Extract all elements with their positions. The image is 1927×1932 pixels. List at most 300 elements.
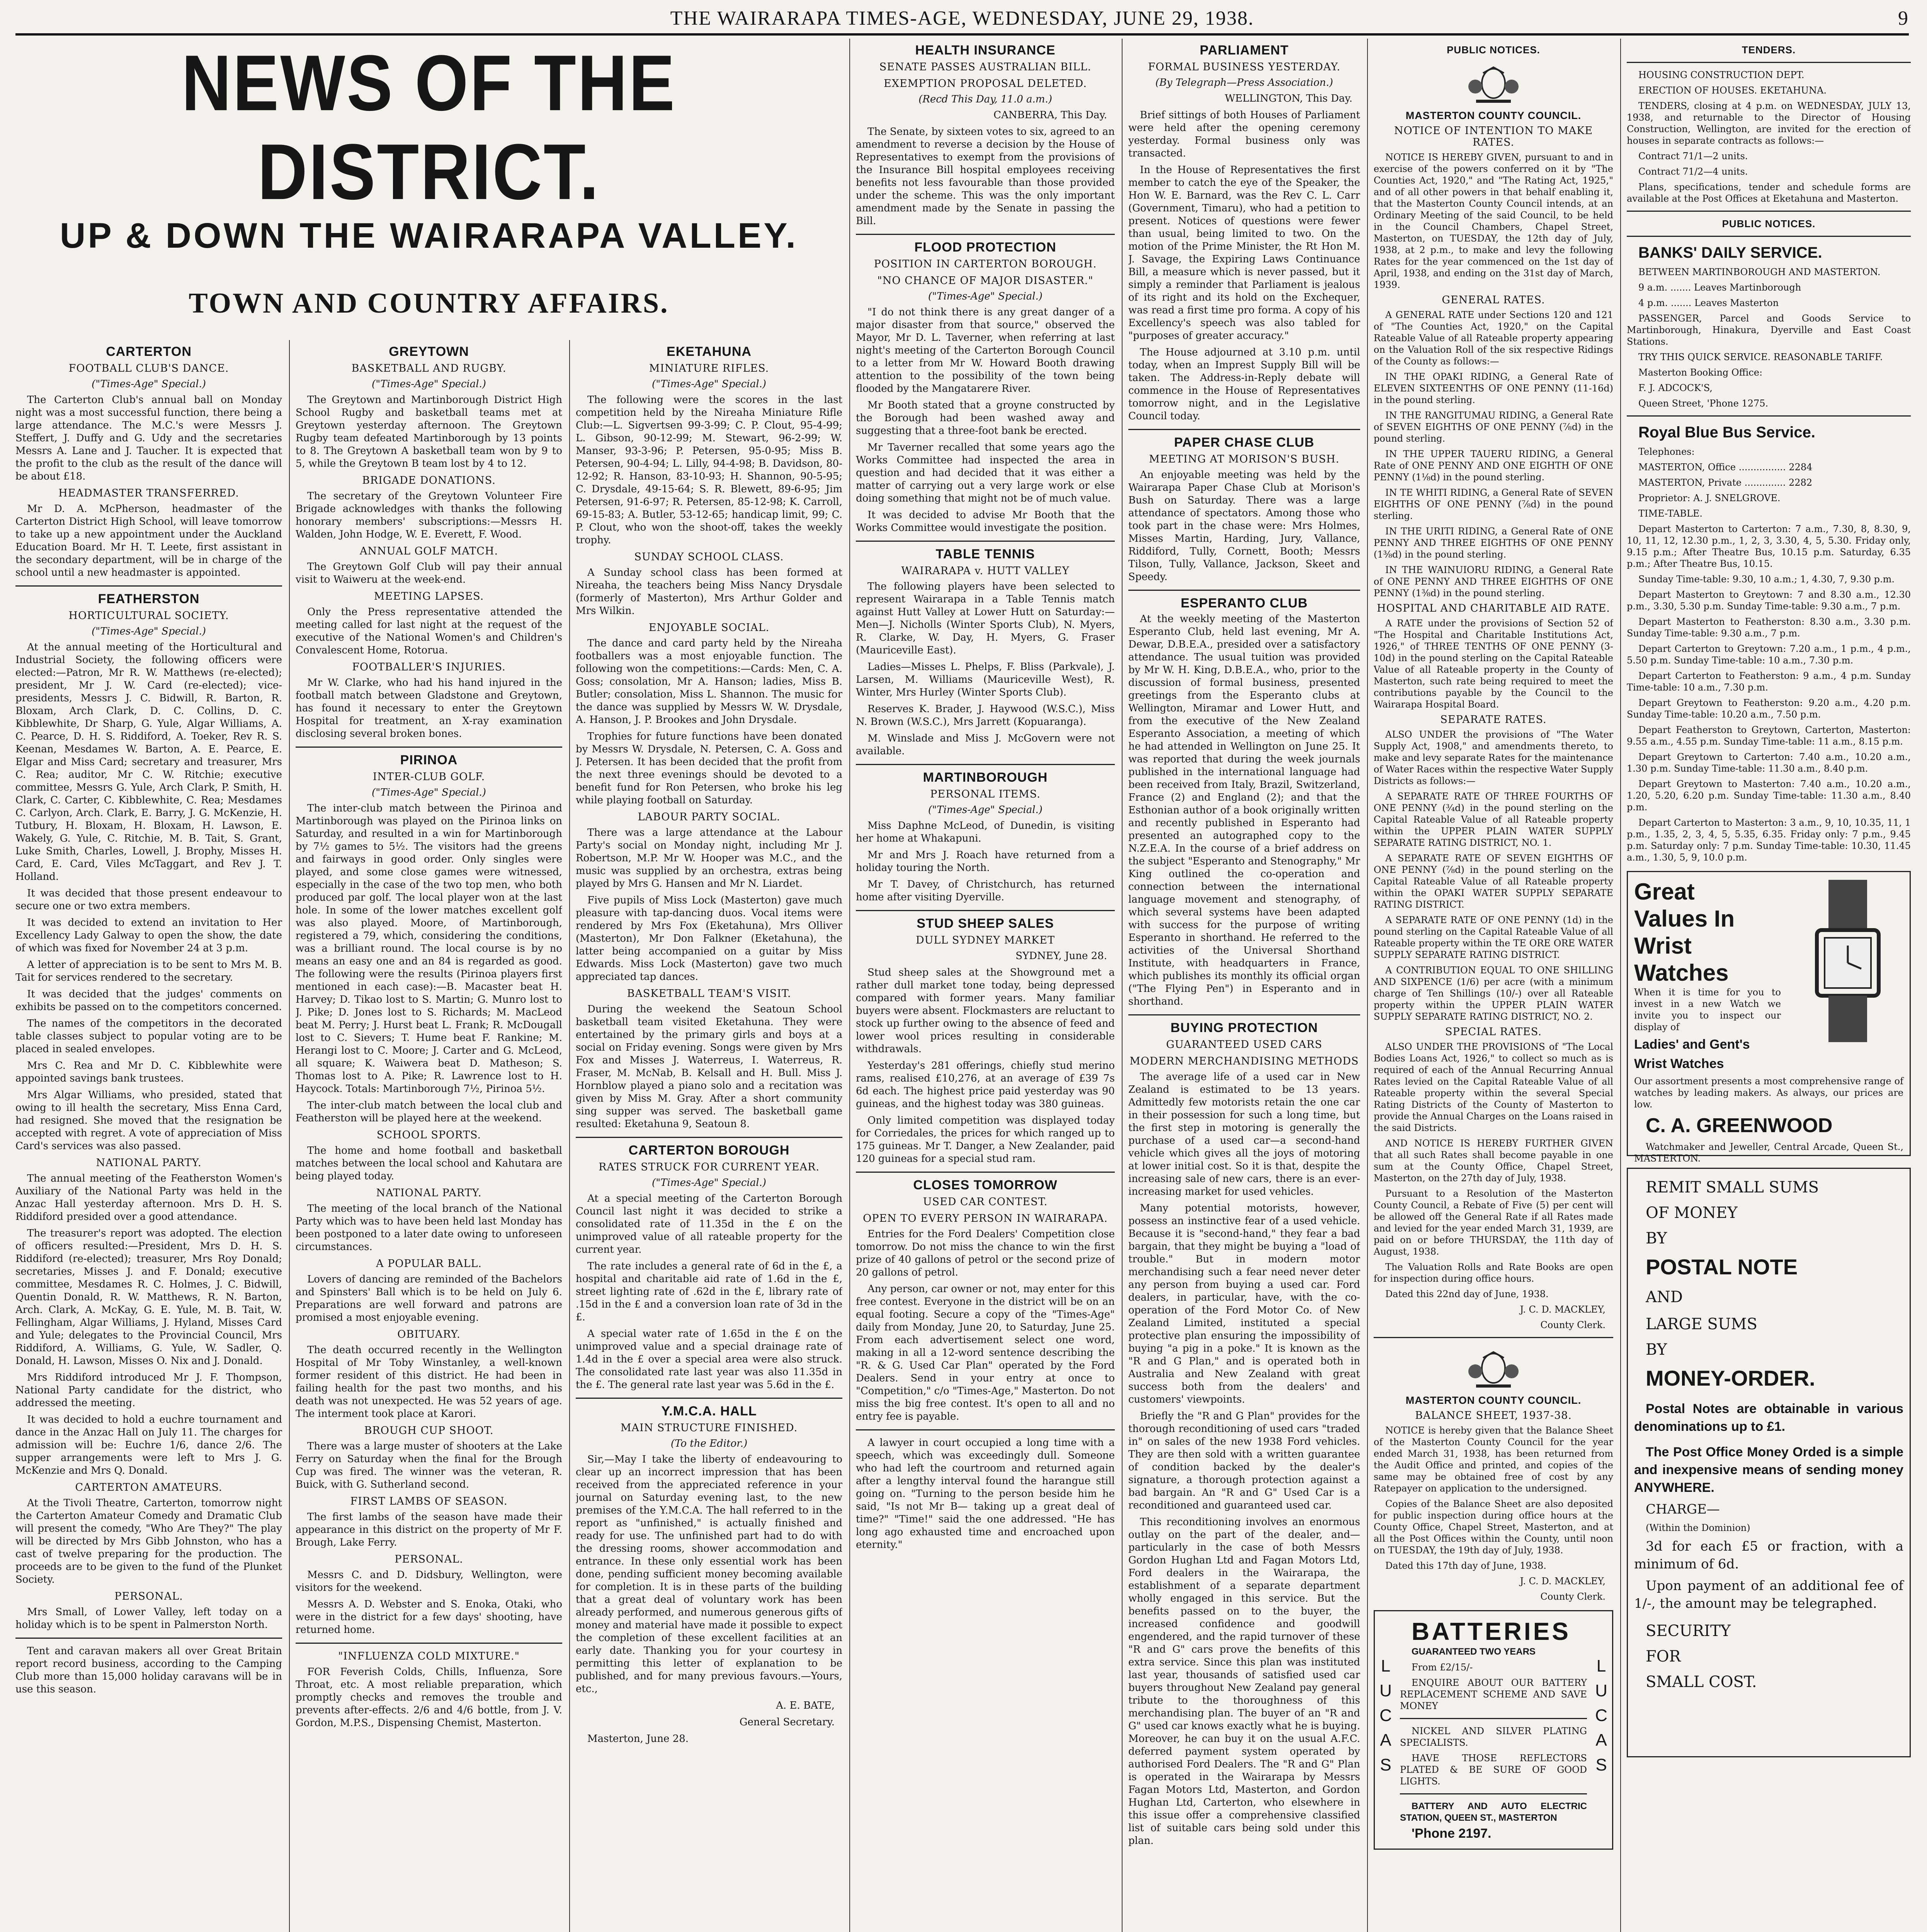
masthead: [15, 7, 1909, 30]
divider: [296, 1643, 562, 1644]
paragraph: A CONTRIBUTION EQUAL TO ONE SHILLING AND SIXPENCE (1/6) per acre (with a minimum charge of Ten Shillings (10/-) over all Rateable property within the UPPER PLAIN WATER SUPPLY SEPARATE RATING DISTRICT, NO. 2.: [1374, 965, 1613, 1022]
special-note: ("Times-Age" Special.): [652, 1177, 766, 1189]
notice-title: MASTERTON COUNTY COUNCIL.: [1405, 1395, 1582, 1406]
paragraph: Entries for the Ford Dealers' Competition close tomorrow. Do not miss the chance to win the first prize of 40 gallons of petrol or the second prize of 20 gallons of petrol.: [856, 1228, 1115, 1278]
divider: [296, 747, 562, 748]
ad-line: Proprietor: A. J. SNELGROVE.: [1638, 493, 1781, 503]
ad-title: POSTAL NOTE: [1646, 1255, 1798, 1279]
signature: J. C. D. MACKLEY,: [1520, 1576, 1606, 1587]
ad-title-line: Values In: [1634, 906, 1735, 932]
column-rule: [569, 340, 570, 1932]
paragraph: Ladies—Misses L. Phelps, F. Bliss (Parkvale), J. Larsen, M. Williams (Mauriceville West), R. Winter, Mrs Hurley (Winter Sports Club).: [856, 661, 1115, 698]
lucas-letter: C: [1595, 1706, 1607, 1725]
column-rule: [289, 340, 290, 1932]
ad-line: 4 p.m. ....... Leaves Masterton: [1638, 298, 1779, 308]
divider: [856, 1429, 1115, 1430]
paragraph: A GENERAL RATE under Sections 120 and 121 of "The Counties Act, 1920," on the Capital Rateable Value of all Rateable property appearing on the Valuation Roll of the six respective Ridings of the County as follows:—: [1374, 310, 1613, 367]
heading-public-notices: PUBLIC NOTICES.: [1722, 218, 1816, 230]
subheading: NATIONAL PARTY.: [96, 1157, 202, 1169]
paragraph: Mr and Mrs J. Roach have returned from a holiday touring the North.: [856, 849, 1115, 874]
column-rule: [1122, 39, 1123, 1932]
ad-title: MONEY-ORDER.: [1646, 1366, 1815, 1390]
paragraph: There was a large muster of shooters at the Lake Ferry on Saturday when the final for the Brough Cup was fired. The winner was the veteran, R. Buick, with G. Sutherland second.: [296, 1440, 562, 1490]
ad-line: (Within the Dominion): [1646, 1522, 1750, 1533]
paragraph: Mr T. Davey, of Christchurch, has returned home after visiting Dyerville.: [856, 879, 1115, 903]
heading-flood-protection: FLOOD PROTECTION: [914, 240, 1056, 255]
headline-block: [15, 39, 842, 321]
paragraph: At the Tivoli Theatre, Carterton, tomorrow night the Carterton Amateur Comedy and Dramatic Club will present the comedy, "Who Are They?" The play will be directed by Mrs Gibb Johnston, who has a cast of twelve preparing for the production. The proceeds are to be given to the fund of the Plunket Society.: [15, 1497, 282, 1585]
divider: [576, 1137, 842, 1138]
subheading: USED CAR CONTEST.: [923, 1196, 1048, 1208]
telegraph-note: (By Telegraph—Press Association.): [1155, 77, 1333, 88]
paragraph: NOTICE IS HEREBY GIVEN, pursuant to and in exercise of the powers conferred on it by "The Counties Act, 1920," and "The Rating Act, 1925," and of all other powers in that behalf enabling it, that the Masterton County Council intends, at an Ordinary Meeting of the said Council, to be held in the Council Chambers, Chapel Street, Masterton, on TUESDAY, the 12th day of July, 1938, at 2 p.m., to make and levy the following Rates for the year commenced on the 1st day of April, 1938, and ending on the 31st day of March, 1939.: [1374, 152, 1613, 290]
heading-martinborough: MARTINBOROUGH: [923, 770, 1048, 785]
paragraph: The treasurer's report was adopted. The election of officers resulted:—President, Mrs D. H. S. Riddiford (re-elected); treasurer, Mrs Roy Donald; secretaries, Misses J. and F. Donald; executive committee, Mesdames R. C. Holmes, J. C. Bidwill, Quentin Donald, R. W. Matthews, R. N. Barton, Arch. Clark, A. McKay, G. E. Yule, M. B. Tait, W. Fellingham, Algar Williams, J. Hyland, Misses Card and Yule; delegates to the Provincial Council, Mrs Riddiford, A. Williams, G. Yule, W. Sadler, Q. Donald, H. Lawson, Misses O. Nix and J. Donald.: [15, 1228, 282, 1367]
ad-line: Wrist Watches: [1634, 1056, 1724, 1071]
paragraph: The House adjourned at 3.10 p.m. until today, when an Imprest Supply Bill will be taken. The Address-in-Reply debate will commence in the House of Representatives tomorrow night, and in the Legislative Council today.: [1128, 347, 1360, 422]
ad-line: BETWEEN MARTINBOROUGH AND MASTERTON.: [1638, 267, 1881, 277]
paragraph: The secretary of the Greytown Volunteer Fire Brigade acknowledges with thanks the following honorary members' subscriptions:—Messrs H. Walden, John Hodge, W. E. Everett, F. Wood.: [296, 490, 562, 540]
paragraph: Dated this 17th day of June, 1938.: [1385, 1560, 1546, 1571]
special-note: ("Times-Age" Special.): [928, 291, 1043, 302]
paragraph: IN THE RANGITUMAU RIDING, a General Rate of SEVEN EIGHTHS OF ONE PENNY (⅞d) in the pound sterling.: [1374, 410, 1613, 444]
divider: [1400, 1718, 1587, 1719]
ad-line: SECURITY: [1646, 1622, 1731, 1640]
ad-title-line: Watches: [1634, 960, 1729, 986]
heading-buying-protection: BUYING PROTECTION: [1170, 1020, 1318, 1035]
batteries-title: BATTERIES: [1412, 1617, 1571, 1645]
paragraph: The following players have been selected to represent Wairarapa in a Table Tennis match against Hutt Valley at Lower Hutt on Saturday:—Men—J. Nicholls (Winter Sports Club), N. Myers, R. Clarke, W. Day, H. Myers, G. Fraser (Mauriceville East).: [856, 581, 1115, 656]
paragraph: Messrs A. D. Webster and S. Enoka, Otaki, who were in the district for a few days' shooting, have returned home.: [296, 1599, 562, 1636]
subheading: NATIONAL PARTY.: [376, 1187, 482, 1199]
subheading: SEPARATE RATES.: [1440, 714, 1547, 726]
paragraph: Lovers of dancing are reminded of the Bachelors and Spinsters' Ball which is to be held on July 6. Preparations are well forward and patrons are promised a most enjoyable evening.: [296, 1274, 562, 1323]
paragraph: ALSO UNDER THE PROVISIONS of "The Local Bodies Loans Act, 1926," to collect so much as is required of each of the Annual Recurring Annual Rates levied on the Capital Rateable Value of all Rateable property within the several Special Rating Districts of the County of Masterton to provide the Annual Charges on the Loans raised in the said Districts.: [1374, 1041, 1613, 1133]
heading-carterton-borough: CARTERTON BOROUGH: [628, 1143, 790, 1158]
subheading: OBITUARY.: [397, 1328, 461, 1340]
subheading: SUNDAY SCHOOL CLASS.: [634, 551, 784, 563]
paragraph: Sir,—May I take the liberty of endeavouring to clear up an incorrect impression that has been received from the appreciated reference in your journal on Saturday evening last, to the new premises of the Y.M.C.A. The hall referred to in the report as "unfinished," is actually finished and ready for use. The unfinished part had to do with the dressing rooms, shower accommodation and entrance. In these only essential work has been done, pending sufficient money becoming available for completion. It is in these parts of the building that a great deal of voluntary work has been already performed, and numerous generous gifts of money and material have made it possible to expect the completion of these excellent facilities at an early date. Thanking you for your courtesy in permitting this letter of explanation to be published, and for many previous favours.—Yours, etc.,: [576, 1454, 842, 1695]
paragraph: It was decided to hold a euchre tournament and dance in the Anzac Hall on July 11. The charges for admission will be: Euchre 1/6, dance 2/6. The supper arrangements were left to Mrs J. G. McKenzie and Mrs Q. Donald.: [15, 1414, 282, 1476]
paragraph: Depart Carterton to Masterton: 3 a.m., 9, 10, 10.35, 11, 1 p.m., 1.35, 2, 3, 4, 5, 5.35, 6.35. Friday only: 7 p.m., 9.45 p.m. Saturday only: 7 p.m. Sunday Time-table: 10.30, 11.45 a.m., 1.30, 5, 9, 10.0 p.m.: [1627, 817, 1911, 863]
paragraph: When it is time for you to invest in a new Watch we invite you to inspect our display of: [1634, 987, 1781, 1032]
paragraph: IN THE OPAKI RIDING, a General Rate of ELEVEN SIXTEENTHS OF ONE PENNY (11-16d) in the pound sterling.: [1374, 371, 1613, 405]
subheading: HORTICULTURAL SOCIETY.: [68, 610, 229, 622]
ad-line: F. J. ADCOCK'S,: [1638, 383, 1713, 393]
paragraph: The Greytown and Martinborough District High School Rugby and basketball teams met at Greytown yesterday afternoon. The Greytown Rugby team defeated Martinborough by 13 points to 8. The Greytown A basketball team won by 9 to 5, while the Greytown B team lost by 4 to 12.: [296, 394, 562, 469]
paragraph: A RATE under the provisions of Section 52 of "The Hospital and Charitable Institutions Act, 1926," of THREE TENTHS OF ONE PENNY (3-10d) in the pound sterling on the Capital Rateable Value of all Rateable property in the County of Masterton, such rate being required to meet the contributions payable by the Council to the Wairarapa Hospital Board.: [1374, 618, 1613, 710]
paragraph: A SEPARATE RATE OF THREE FOURTHS OF ONE PENNY (¾d) in the pound sterling on the Capital Rateable Value of all Rateable property within the UPPER PLAIN WATER SUPPLY SEPARATE RATING DISTRICT, NO. 1.: [1374, 791, 1613, 848]
ad-line: Telephones:: [1638, 446, 1695, 457]
paragraph: Pursuant to a Resolution of the Masterton County Council, a Rebate of Five (5) per cent will be allowed off the General Rate if all Rates made and levied for the year ended March 31, 1939, are paid on or before THURSDAY, the 11th day of August, 1938.: [1374, 1188, 1613, 1257]
paragraph: During the weekend the Seatoun School basketball team visited Eketahuna. They were entertained by the primary girls and boys at a social on Friday evening. Songs were given by Mrs Fox and Misses J. Waterreus, I. Waterreus, R. Fraser, M. McNab, B. Kelsall and H. Bull. Miss J. Hornblow played a piano solo and a recitation was given by Miss M. Gray. After a short community sing supper was served. The basketball game resulted: Eketahuna 9, Seatoun 8.: [576, 1003, 842, 1130]
divider: [1627, 62, 1911, 63]
special-note: ("Times-Age" Special.): [928, 804, 1043, 816]
paragraph: NOTICE is hereby given that the Balance Sheet of the Masterton County Council for the year ended March 31, 1938, has been returned from the Audit Office and printed, and copies of the same may be obtained free of cost by any Ratepayer on application to the undersigned.: [1374, 1425, 1613, 1494]
batteries-ad: [1374, 1610, 1613, 1850]
masthead-rule: [15, 33, 1909, 36]
subheading: BRIGADE DONATIONS.: [362, 474, 496, 486]
paragraph: Mr Booth stated that a groyne constructed by the Borough had been washed away and suggesting that a three-foot bank be erected.: [856, 400, 1115, 437]
ad-line: ERECTION OF HOUSES. EKETAHUNA.: [1638, 85, 1827, 96]
ad-line: NICKEL AND SILVER PLATING SPECIALISTS.: [1400, 1726, 1587, 1748]
editor-note: (To the Editor.): [670, 1438, 748, 1449]
paragraph: Messrs C. and D. Didsbury, Wellington, were visitors for the weekend.: [296, 1569, 562, 1594]
heading-table-tennis: TABLE TENNIS: [935, 547, 1035, 561]
subheading: GENERAL RATES.: [1442, 294, 1545, 306]
special-note: ("Times-Age" Special.): [372, 787, 486, 798]
headline-sub: UP & DOWN THE WAIRARAPA VALLEY.: [60, 216, 798, 255]
ad-line: LARGE SUMS: [1646, 1315, 1757, 1333]
paragraph: The first lambs of the season have made their appearance in this district on the property of Mr F. Brough, Lake Ferry.: [296, 1511, 562, 1548]
subheading: ENJOYABLE SOCIAL.: [648, 622, 770, 634]
paragraph: Depart Greytown to Featherston: 9.20 a.m., 4.20 p.m. Sunday Time-table: 10.20 a.m., 7.50 p.m.: [1627, 697, 1911, 720]
signature-title: County Clerk.: [1540, 1320, 1606, 1330]
paragraph: Five pupils of Miss Lock (Masterton) gave much pleasure with tap-dancing duos. Vocal items were rendered by Mrs Fox (Eketahuna), Mrs Olliver (Masterton), Mr Don Falkner (Eketahuna), the latter being accompanied on a guitar by Miss Edwards. Miss Lock (Masterton) gave two much appreciated tap dances.: [576, 895, 842, 983]
paragraph: Mrs Algar Williams, who presided, stated that owing to ill health the secretary, Miss Enna Card, had resigned. She moved that the resignation be accepted with regret. A vote of appreciation of Miss Card's services was also passed.: [15, 1089, 282, 1152]
paragraph: It was decided to extend an invitation to Her Excellency Lady Galway to open the show, the date of which was fixed for November 24 at 3 p.m.: [15, 917, 282, 954]
paragraph: A lawyer in court occupied a long time with a speech, which was exceedingly dull. Someone who had left the courtroom and returned again after a lengthy interval found the harangue still going on. "Turning to the person beside him he said, "Is not Mr B— taking up a great deal of time?" "Time!" said the one addressed. "He has long ago exhausted time and encroached upon eternity.": [856, 1437, 1115, 1551]
paragraph: Mrs Riddiford introduced Mr J. F. Thompson, National Party candidate for the district, who addressed the meeting.: [15, 1372, 282, 1409]
subheading: FOOTBALL CLUB'S DANCE.: [68, 362, 229, 374]
subheading: BROUGH CUP SHOOT.: [364, 1425, 494, 1437]
ad-line: From £2/15/-: [1412, 1662, 1473, 1673]
coat-of-arms-icon: [1464, 60, 1522, 106]
subheading: "INFLUENZA COLD MIXTURE.": [338, 1650, 520, 1662]
paragraph: The Senate, by sixteen votes to six, agreed to an amendment to reverse a decision by the House of Representatives to exempt from the provisions of the Insurance Bill hospital employees receiving benefits not less favourable than those provided under the scheme. This was the only important amendment made by the Senate in passing the Bill.: [856, 126, 1115, 227]
ad-line: HAVE THOSE REFLECTORS PLATED & BE SURE OF GOOD LIGHTS.: [1400, 1753, 1587, 1787]
column-6: [1374, 39, 1613, 1932]
royal-blue-title: Royal Blue Bus Service.: [1638, 424, 1815, 441]
subheading: LABOUR PARTY SOCIAL.: [638, 811, 781, 823]
paragraph: The Carterton Club's annual ball on Monday night was a most successful function, there being a large attendance. The M.C.'s were Messrs J. Steffert, J. Duffy and G. Udy and the secretaries Messrs A. Lane and J. Taucher. It is expected that the profit to the club as the result of the dance will be about £18.: [15, 394, 282, 482]
paragraph: Stud sheep sales at the Showground met a rather dull market tone today, being depressed compared with former years. Many familiar buyers were absent. Flockmasters are reluctant to stock up further owing to the absence of feed and lower wool prices resulting in considerable withdrawals.: [856, 967, 1115, 1055]
subheading: ANNUAL GOLF MATCH.: [359, 545, 498, 557]
lucas-letter: U: [1379, 1681, 1392, 1700]
ad-phone: 'Phone 2197.: [1412, 1826, 1492, 1841]
paragraph: "I do not think there is any great danger of a major disaster from that source," observed the Mayor, Mr D. L. Taverner, when referring at last night's meeting of the Carterton Borough Council to a letter from Mr W. Howard Booth drawing attention to the possibility of the town being flooded by the Mangatarere River.: [856, 306, 1115, 395]
paragraph: M. Winslade and Miss J. McGovern were not available.: [856, 733, 1115, 757]
subheading: WAIRARAPA v. HUTT VALLEY: [901, 565, 1070, 577]
lucas-letter: L: [1381, 1656, 1391, 1675]
ad-line: HOUSING CONSTRUCTION DEPT.: [1638, 70, 1805, 80]
subheading: BASKETBALL TEAM'S VISIT.: [627, 988, 791, 1000]
paragraph: This reconditioning involves an enormous outlay on the part of the dealer, and—particularly in the case of both Messrs Gordon Hughan Ltd and Fagan Motors Ltd, Ford dealers in the Wairarapa, the establishment of a separate department wholly engaged in this service. But the benefits passed on to the buyer, the increased confidence and goodwill engendered, and the rapid turnover of these "R and G" cars prove the benefits of this extra service. Since this plan was instituted last year, thousands of satisfied used car buyers throughout New Zealand pay general tribute to the thoroughness of this merchandising plan. The buyer of an "R and G" used car knows exactly what he is buying. Moreover, he can buy it on the usual A.F.C. deferred payment system operated by authorised Ford Dealers. The "R and G" Plan is operated in the Wairarapa by Messrs Fagan Motors Ltd, Masterton, and Gordon Hughan Ltd, Carterton, who elsewhere in this issue offer a comprehensive classified list of suitable cars being sold under this plan.: [1128, 1516, 1360, 1847]
paragraph: PASSENGER, Parcel and Goods Service to Martinborough, Hinakura, Dyerville and East Coast Stations.: [1627, 313, 1911, 347]
heading-parliament: PARLIAMENT: [1199, 43, 1289, 58]
dateline: WELLINGTON, This Day.: [1225, 93, 1352, 104]
heading-paper-chase: PAPER CHASE CLUB: [1174, 435, 1315, 450]
ad-line: Upon payment of an additional fee of 1/-, the amount may be telegraphed.: [1634, 1578, 1903, 1611]
subheading: SPECIAL RATES.: [1445, 1026, 1542, 1038]
signature: A. E. BATE,: [776, 1700, 835, 1711]
ad-line: MASTERTON, Private .............. 2282: [1638, 477, 1813, 488]
paragraph: A special water rate of 1.65d in the £ on the unimproved value and a special drainage rate of 1.4d in the £ over a special area were also struck. The consolidated rate last year was also 11.35d in the £. The general rate last year was 5.6d in the £.: [576, 1328, 842, 1391]
subheading: HEADMASTER TRANSFERRED.: [58, 487, 239, 499]
ad-line: MASTERTON, Office ................ 2284: [1638, 462, 1813, 473]
subheading: A POPULAR BALL.: [376, 1258, 482, 1270]
ad-advertiser: C. A. GREENWOOD: [1646, 1114, 1833, 1137]
paragraph: Mr W. Clarke, who had his hand injured in the football match between Gladstone and Greytown, has found it necessary to enter the Greytown Hospital for treatment, an X-ray examination disclosing several broken bones.: [296, 677, 562, 740]
ad-line: Ladies' and Gent's: [1634, 1037, 1750, 1052]
subheading: MEETING LAPSES.: [374, 590, 484, 602]
lucas-vertical-left: [1378, 1654, 1393, 1777]
paragraph: Mr D. A. McPherson, headmaster of the Carterton District High School, will leave tomorrow to take up a new appointment under the Auckland Education Board. Mr H. T. Leete, first assistant in the secondary department, will be in charge of the school until a new headmaster is appointed.: [15, 503, 282, 578]
heading-featherston: FEATHERSTON: [98, 592, 200, 606]
paragraph: Reserves K. Brader, J. Haywood (W.S.C.), Miss N. Brown (W.S.C.), Mrs Jarrett (Kopuaranga).: [856, 703, 1115, 728]
lucas-letter: L: [1596, 1656, 1606, 1675]
paragraph: Depart Masterton to Greytown: 7 and 8.30 a.m., 12.30 p.m., 3.30, 5.30 p.m. Sunday Time-table: 9.30 a.m., 7 p.m.: [1627, 589, 1911, 612]
received-note: (Recd This Day, 11.0 a.m.): [918, 94, 1052, 105]
divider: [856, 234, 1115, 235]
paragraph: IN THE WAINUIORU RIDING, a General Rate of ONE PENNY AND THREE EIGHTHS OF ONE PENNY (1⅜d) in the pound sterling.: [1374, 565, 1613, 599]
paragraph: Depart Greytown to Masterton: 7.40 a.m., 10.20 a.m., 1.20, 5.20, 6.20 p.m. Sunday Time-table: 11.30 a.m., 8.40 p.m.: [1627, 779, 1911, 813]
subheading: MAIN STRUCTURE FINISHED.: [620, 1422, 798, 1434]
subheading: DULL SYDNEY MARKET: [916, 934, 1055, 946]
paragraph: The home and home football and basketball matches between the local school and Kahutara are being played today.: [296, 1145, 562, 1182]
column-rule: [1367, 39, 1368, 1932]
ad-line: Postal Notes are obtainable in various denominations up to £1.: [1634, 1401, 1903, 1434]
ad-line: SMALL COST.: [1646, 1673, 1757, 1691]
paragraph: An enjoyable meeting was held by the Wairarapa Paper Chase Club at Morison's Bush on Saturday. There was a large attendance of spectators. Among those who took part in the chase were: Mrs Holmes, Misses Martin, Harding, Jury, Vallance, Riddiford, Tully, Cornett, Booth; Messrs Tilson, Tully, Vallance, Jackson, Skeet and Speedy.: [1128, 469, 1360, 583]
paragraph: It was decided to advise Mr Booth that the Works Committee would investigate the position.: [856, 509, 1115, 534]
subheading: BASKETBALL AND RUGBY.: [351, 362, 507, 374]
paragraph: There was a large attendance at the Labour Party's social on Monday night, including Mr J. Robertson, M.P. Mr W. Hooper was M.C., and the music was supplied by an orchestra, extras being played by Mrs G. Hansen and Mr N. Liardet.: [576, 827, 842, 889]
ad-line: BY: [1646, 1341, 1667, 1359]
heading-ymca: Y.M.C.A. HALL: [661, 1404, 757, 1418]
paragraph: The dance and card party held by the Nireaha footballers was a most enjoyable function. The following won the competitions:—Cards: Men, C. A. Goss; consolation, Mr A. Hanson; ladies, Miss B. Butler; consolation, Miss L. Shannon. The music for the dance was supplied by Messrs W. W. Drysdale, A. Hanson, J. P. Brookes and John Drysdale.: [576, 638, 842, 726]
subheading: OPEN TO EVERY PERSON IN WAIRARAPA.: [863, 1213, 1108, 1225]
subheading: POSITION IN CARTERTON BOROUGH.: [874, 258, 1097, 270]
ad-line: TRY THIS QUICK SERVICE. REASONABLE TARIFF.: [1638, 352, 1883, 362]
paragraph: A SEPARATE RATE OF SEVEN EIGHTHS OF ONE PENNY (⅞d) in the pound sterling on the Capital Rateable Value of all Rateable property within the OPAKI WATER SUPPLY SEPARATE RATING DISTRICT.: [1374, 853, 1613, 910]
paragraph: Our assortment presents a most comprehensive range of watches by leading makers. As always, our prices are low.: [1634, 1076, 1903, 1110]
paragraph: Depart Masterton to Carterton: 7 a.m., 7.30, 8, 8.30, 9, 10, 11, 12, 12.30 p.m., 1, 2, 3, 3.30, 4, 5, 5.30. Friday only, 9.15 p.m.; After Theatre Bus, 10.15 p.m. Saturday, 6.35 p.m.; After Theatre Bus, 10.15.: [1627, 524, 1911, 569]
coat-of-arms-icon: [1464, 1344, 1522, 1391]
subheading: MINIATURE RIFLES.: [649, 362, 769, 374]
paragraph: The Valuation Rolls and Rate Books are open for inspection during office hours.: [1374, 1262, 1613, 1284]
ad-line: Watchmaker and Jeweller, Central Arcade, Queen St., MASTERTON.: [1634, 1141, 1903, 1164]
signature: J. C. D. MACKLEY,: [1520, 1304, 1606, 1315]
divider: [1128, 590, 1360, 591]
paragraph: Any person, car owner or not, may enter for this free contest. Everyone in the district will be on an equal footing. Secure a copy of the "Times-Age" daily from Monday, June 20, to Saturday, June 25. From each advertisement select one word, making in all a 12-word sentence describing the "R. & G. Used Car Plan" operated by the Ford Dealers. Send in your entry at once to "Competition," c/o "Times-Age," Masterton. Do not miss the big free contest. It's open to all and no entry fee is payable.: [856, 1283, 1115, 1422]
paragraph: A letter of appreciation is to be sent to Mrs M. B. Tait for services rendered to the secretary.: [15, 959, 282, 983]
paragraph: Mrs Small, of Lower Valley, left today on a holiday which is to be spent in Palmerston North.: [15, 1606, 282, 1631]
heading-greytown: GREYTOWN: [389, 344, 469, 359]
paragraph: Tent and caravan makers all over Great Britain report record business, according to the Camping Club more than 15,000 holiday caravans will be in use this season.: [15, 1645, 282, 1695]
ad-line: REMIT SMALL SUMS: [1646, 1179, 1819, 1196]
ad-line: AND: [1646, 1288, 1683, 1306]
ad-title-line: Wrist: [1634, 933, 1692, 959]
paragraph: IN THE UPPER TAUERU RIDING, a General Rate of ONE PENNY AND ONE EIGHTH OF ONE PENNY (1⅛d) in the pound sterling.: [1374, 449, 1613, 483]
signature-title: General Secretary.: [739, 1716, 835, 1728]
heading-closes-tomorrow: CLOSES TOMORROW: [913, 1178, 1058, 1192]
subheading: RATES STRUCK FOR CURRENT YEAR.: [599, 1161, 820, 1173]
page-number: 9: [1898, 7, 1909, 29]
divider: [576, 1398, 842, 1399]
subheading: MEETING AT MORISON'S BUSH.: [1149, 453, 1340, 465]
lucas-letter: A: [1380, 1731, 1391, 1750]
divider: [856, 910, 1115, 911]
column-4: [856, 39, 1115, 1932]
banks-title: BANKS' DAILY SERVICE.: [1638, 244, 1822, 261]
paragraph: AND NOTICE IS HEREBY FURTHER GIVEN that all such Rates shall become payable in one sum at the County Office, Chapel Street, Masterton, on the 27th day of July, 1938.: [1374, 1138, 1613, 1184]
paragraph: Yesterday's 281 offerings, chiefly stud merino rams, realised £10,276, at an average of £39 7s 6d each. The highest price paid yesterday was 90 guineas, and the highest today was 380 guineas.: [856, 1060, 1115, 1110]
paragraph: ALSO UNDER the provisions of "The Water Supply Act, 1908," and amendments thereto, to make and levy separate Rates for the maintenance of Water Races within the respective Water Supply Districts as follows:—: [1374, 729, 1613, 786]
ad-line: FOR: [1646, 1648, 1681, 1665]
ad-line: ENQUIRE ABOUT OUR BATTERY REPLACEMENT SCHEME AND SAVE MONEY: [1400, 1677, 1587, 1711]
signature-title: County Clerk.: [1540, 1591, 1606, 1602]
heading-stud-sheep: STUD SHEEP SALES: [917, 916, 1054, 931]
subheading: SENATE PASSES AUSTRALIAN BILL.: [879, 61, 1092, 73]
paragraph: Many potential motorists, however, possess an instinctive fear of a used vehicle. Because it is "second-hand," they fear a bad bargain, that they might be buying a "load of trouble." But in modern motor merchandising such a fear need never deter any person from buying a used car. Ford dealers, in particular, have, with the co-operation of the Ford Motor Co. of New Zealand Limited, instituted a special protective plan ensuring the impossibility of buying "a pig in a poke." It is known as the "R and G Plan," and is operated both in Australia and New Zealand with great success both from the dealers' and customers' viewpoints.: [1128, 1202, 1360, 1405]
subheading: CARTERTON AMATEURS.: [75, 1481, 223, 1493]
subheading: FOOTBALLER'S INJURIES.: [352, 661, 506, 673]
divider: [856, 541, 1115, 542]
subheading: GUARANTEED USED CARS: [1166, 1039, 1323, 1051]
paragraph: Mrs C. Rea and Mr D. C. Kibblewhite were appointed savings bank trustees.: [15, 1060, 282, 1084]
divider: [856, 764, 1115, 765]
divider: [1128, 429, 1360, 430]
ad-title-line: Great: [1634, 879, 1695, 905]
paragraph: Miss Daphne McLeod, of Dunedin, is visiting her home at Whakapuni.: [856, 820, 1115, 844]
column-rule: [849, 39, 850, 1932]
paragraph: Dated this 22nd day of June, 1938.: [1385, 1289, 1549, 1299]
paragraph: Only the Press representative attended the meeting called for last night at the request of the executive of the National Women's and Children's Convalescent Home, Rotorua.: [296, 606, 562, 656]
paragraph: Copies of the Balance Sheet are also deposited for public inspection during office hours at the County Office, Chapel Street, Masterton, and at all the Post Offices within the County, until noon on TUESDAY, the 19th day of July, 1938.: [1374, 1498, 1613, 1556]
paragraph: Depart Greytown to Carterton: 7.40 a.m., 10.20 a.m., 1.30 p.m. Sunday Time-table: 11.30 a.m., 8.40 p.m.: [1627, 752, 1911, 774]
subheading: BALANCE SHEET, 1937-38.: [1415, 1410, 1572, 1422]
paragraph: Briefly the "R and G Plan" provides for the thorough reconditioning of used cars "traded in" on sales of the new 1938 Ford vehicles. They are then sold with a written guarantee of condition backed by the dealer's signature, a thorough protection against a bad bargain. An "R and G" Used Car is a reconditioned and guaranteed used car.: [1128, 1410, 1360, 1511]
subheading: HOSPITAL AND CHARITABLE AID RATE.: [1377, 602, 1610, 614]
column-3: [576, 340, 842, 1932]
special-note: ("Times-Age" Special.): [652, 378, 766, 390]
divider: [1627, 236, 1911, 237]
paragraph: In the House of Representatives the first member to catch the eye of the Speaker, the Hon W. E. Barnard, was the Rev C. L. Carr (Government, Timaru), who had a petition to present. Notices of questions were fewer than usual, being limited to two. On the motion of the Prime Minister, the Rt Hon M. J. Savage, the Expiring Laws Continuance Bill, a measure which is never passed, but it simply a reminder that Parliament is jealous of its right and its hold on the Exchequer, was read a first time pro forma. A copy of his Excellency's speech was also tabled for "purposes of greater accuracy.": [1128, 164, 1360, 342]
ad-line: Masterton Booking Office:: [1638, 367, 1763, 378]
subheading: PERSONAL.: [395, 1553, 463, 1565]
ad-line: CHARGE—: [1646, 1502, 1720, 1517]
paragraph: Depart Carterton to Greytown: 7.20 a.m., 1 p.m., 4 p.m., 5.50 p.m. Sunday Time-table: 10 a.m., 7.30 p.m.: [1627, 643, 1911, 666]
paragraph: The following were the scores in the last competition held by the Nireaha Miniature Rifle Club:—L. Sigvertsen 99-3-99; C. P. Clout, 95-4-99; L. Gibson, 90-12-99; M. Stewart, 96-2-99; W. Manser, 93-3-96; P. Petersen, 95-0-95; Miss B. Petersen, 90-4-94; L. Lilly, 94-4-98; B. Davidson, 80-12-92; R. Hanson, 83-10-93; H. Shannon, 90-5-95; C. Drysdale, 49-15-64; S. R. Blewett, 89-6-95; Jim Petersen, 91-6-97; R. Petersen, 85-12-98; K. Carroll, 69-15-83; A. Butler, 53-12-65; handicap limit, 99; C. P. Clout, who won the shoot-off, takes the weekly trophy.: [576, 394, 842, 546]
paragraph: Only limited competition was displayed today for Corriedales, the prices for which ranged up to 175 guineas. Mr T. Danger, a New Zealander, paid 120 guineas for a special stud ram.: [856, 1115, 1115, 1165]
masthead-title: THE WAIRARAPA TIMES-AGE, WEDNESDAY, JUNE 29, 1938.: [670, 7, 1254, 29]
special-note: ("Times-Age" Special.): [372, 378, 486, 390]
divider: [1400, 1793, 1587, 1794]
subheading: FORMAL BUSINESS YESTERDAY.: [1148, 61, 1341, 73]
paragraph: Sunday Time-table: 9.30, 10 a.m.; 1, 4.30, 7, 9.30 p.m.: [1638, 574, 1895, 585]
ad-line: Contract 71/1—2 units.: [1638, 151, 1748, 162]
heading-public-notices: PUBLIC NOTICES.: [1447, 44, 1540, 56]
paragraph: TENDERS, closing at 4 p.m. on WEDNESDAY, JULY 13, 1938, and returnable to the Director of Housing Construction, Wellington, are invited for the erection of houses in separate contracts as follows:—: [1627, 100, 1911, 146]
paragraph: The meeting of the local branch of the National Party which was to have been held last Monday has been postponed to a later date owing to unforeseen circumstances.: [296, 1203, 562, 1253]
divider: [15, 1638, 282, 1639]
subheading: INTER-CLUB GOLF.: [372, 771, 485, 783]
divider: [15, 585, 282, 587]
subheading: PERSONAL ITEMS.: [930, 788, 1041, 800]
paragraph: At the annual meeting of the Horticultural and Industrial Society, the following officers were elected:—Patron, Mr R. W. Matthews (re-elected); president, Mr J. W. Card (re-elected); vice-presidents, Messrs J. C. Bidwill, R. Barton, R. Bloxam, Arch Clark, D. C. Collins, D. C. Kibblewhite, Dr Sharp, G. Yule, Algar Williams, A. C. Pearce, D. H. S. Riddiford, A. Toeker, Rev R. S. Keenan, Mesdames W. Barton, A. E. Pearce, E. Elgar and Miss Card; secretary and treasurer, Mrs C. Rea; auditor, Mr C. W. Ritchie; executive committee, Messrs G. Yule, Arch Clark, P. Smith, H. Clark, C. Carter, C. Kibblewhite, C. Rea; Mesdames C. Carlyon, Arch. Clark, E. Barry, J. G. McKenzie, H. Tutbury, H. Bloxam, H. Bloxam, H. Lawson, E. Wakely, G. Yule, C. Ritchie, M. B. Tait, S. Grant, Luke Smith, Charles, Lowell, J. Brophy, Misses H. Card, E. Card, Viles McTaggart, and Rev J. T. Holland.: [15, 641, 282, 883]
wristwatch-icon: [1798, 880, 1898, 1045]
paragraph: Depart Carterton to Featherston: 9 a.m., 4 p.m. Sunday Time-table: 10 a.m., 7.30 p.m.: [1627, 670, 1911, 693]
paragraph: A Sunday school class has been formed at Nireaha, the teachers being Miss Nancy Drysdale (formerly of Masterton), Mrs Arthur Golder and Mrs Wilkin.: [576, 567, 842, 617]
divider: [856, 1172, 1115, 1173]
paragraph: The death occurred recently in the Wellington Hospital of Mr Toby Winstanley, a well-known former resident of this district. He had been in failing health for the past two months, and his death was not unexpected. He was 52 years of age. The interment took place at Karori.: [296, 1344, 562, 1420]
heading-esperanto: ESPERANTO CLUB: [1180, 596, 1308, 611]
heading-eketahuna: EKETAHUNA: [667, 344, 752, 359]
column-1: [15, 340, 282, 1932]
heading-health-insurance: HEALTH INSURANCE: [915, 43, 1056, 58]
subheading: SCHOOL SPORTS.: [376, 1129, 481, 1141]
paragraph: Trophies for future functions have been donated by Messrs W. Drysdale, N. Petersen, C. A. Goss and J. Petersen. It has been decided that the profit from the next three evenings should be devoted to a benefit fund for Ron Petersen, who broke his leg while playing football on Saturday.: [576, 731, 842, 806]
paragraph: Depart Masterton to Featherston: 8.30 a.m., 3.30 p.m. Sunday Time-table: 9.30 a.m., 7 p.m.: [1627, 616, 1911, 639]
paragraph: It was decided that the judges' comments on exhibits be passed on to the competitors concerned.: [15, 988, 282, 1013]
ad-line: BY: [1646, 1230, 1667, 1247]
ad-line: OF MONEY: [1646, 1204, 1738, 1222]
lucas-letter: A: [1595, 1731, 1607, 1750]
ad-line: BATTERY AND AUTO ELECTRIC STATION, QUEEN ST., MASTERTON: [1400, 1801, 1587, 1823]
paragraph: IN TE WHITI RIDING, a General Rate of SEVEN EIGHTHS OF ONE PENNY (⅞d) in the pound sterling.: [1374, 487, 1613, 521]
subheading: NOTICE OF INTENTION TO MAKE RATES.: [1394, 125, 1593, 148]
divider: [1627, 415, 1911, 417]
divider: [1627, 211, 1911, 212]
ad-line: Contract 71/2—4 units.: [1638, 166, 1748, 177]
subheading: FIRST LAMBS OF SEASON.: [350, 1495, 508, 1507]
paragraph: The average life of a used car in New Zealand is estimated to be 13 years. Admittedly few motorists retain the one car in their possession for such a long time, but the first step in motoring is generally the purchase of a used car—a second-hand vehicle which gives all the joys of motoring at lower initial cost. So it is that, despite the increasing sale of new cars, there is an ever-increasing market for used vehicles.: [1128, 1071, 1360, 1197]
heading-carterton: CARTERTON: [106, 344, 192, 359]
paragraph: The rate includes a general rate of 6d in the £, a hospital and charitable aid rate of 1.6d in the £, street lighting rate of .62d in the £, library rate of .15d in the £ and a conversion loan rate of 3d in the £.: [576, 1260, 842, 1323]
subheading: "NO CHANCE OF MAJOR DISASTER.": [877, 275, 1094, 287]
paragraph: At a special meeting of the Carterton Borough Council last night it was decided to strike a consolidated rate of 11.35d in the £ on the unimproved value of all rateable property for the current year.: [576, 1193, 842, 1255]
lucas-vertical-right: [1594, 1654, 1609, 1777]
lucas-letter: S: [1595, 1755, 1607, 1774]
special-note: ("Times-Age" Special.): [92, 378, 206, 390]
paragraph: The inter-club match between the local club and Featherston will be played here at the weekend.: [296, 1100, 562, 1124]
paragraph: The annual meeting of the Featherston Women's Auxiliary of the National Party was held in the Anzac Hall yesterday afternoon. Mrs D. H. S. Riddiford presided over a good attendance.: [15, 1173, 282, 1223]
lucas-letter: S: [1380, 1755, 1391, 1774]
heading-tenders: TENDERS.: [1742, 44, 1796, 56]
ad-line: GUARANTEED TWO YEARS: [1412, 1646, 1536, 1657]
paragraph: Brief sittings of both Houses of Parliament were held after the opening ceremony yesterday. Formal business only was transacted.: [1128, 109, 1360, 159]
subheading: PERSONAL.: [114, 1590, 183, 1602]
paragraph: A SEPARATE RATE OF ONE PENNY (1d) in the pound sterling on the Capital Rateable Value of all Rateable property within the TE ORE ORE WATER SUPPLY SEPARATE RATING DISTRICT.: [1374, 915, 1613, 960]
divider: [1128, 1014, 1360, 1015]
dateline: Masterton, June 28.: [587, 1733, 689, 1745]
lucas-letter: C: [1379, 1706, 1392, 1725]
lucas-letter: U: [1595, 1681, 1607, 1700]
notice-title: MASTERTON COUNTY COUNCIL.: [1405, 110, 1582, 121]
headline-main: NEWS OF THE DISTRICT.: [181, 39, 677, 216]
ad-line: 3d for each £5 or fraction, with a minimum of 6d.: [1634, 1539, 1903, 1572]
paragraph: Plans, specifications, tender and schedule forms are available at the Post Offices at Eketahuna and Masterton.: [1627, 182, 1911, 204]
paragraph: The names of the competitors in the decorated table classes subject to popular voting are to be placed in sealed envelopes.: [15, 1018, 282, 1055]
ad-line: The Post Office Money Orded is a simple and inexpensive means of sending money ANYWHERE.: [1634, 1445, 1903, 1495]
paragraph: IN THE URITI RIDING, a General Rate of ONE PENNY AND THREE EIGHTHS OF ONE PENNY (1⅜d) in the pound sterling.: [1374, 526, 1613, 560]
watches-ad: [1627, 871, 1911, 1164]
dateline: CANBERRA, This Day.: [993, 109, 1107, 121]
column-7: [1627, 39, 1911, 1932]
column-5: [1128, 39, 1360, 1932]
paragraph: The Greytown Golf Club will pay their annual visit to Waiweru at the week-end.: [296, 561, 562, 585]
dateline: SYDNEY, June 28.: [1015, 950, 1107, 962]
column-2: [296, 340, 562, 1932]
ad-line: 9 a.m. ....... Leaves Martinborough: [1638, 282, 1801, 293]
divider: [1374, 1337, 1613, 1338]
paragraph: It was decided that those present endeavour to secure one or two extra members.: [15, 888, 282, 912]
headline-section: TOWN AND COUNTRY AFFAIRS.: [189, 287, 669, 319]
subheading: MODERN MERCHANDISING METHODS: [1129, 1055, 1359, 1067]
paragraph: At the weekly meeting of the Masterton Esperanto Club, held last evening, Mr A. Dewar, D.B.E.A., presided over a satisfactory attendance. The usual tuition was provided by Mr W. H. King, D.B.E.A., who, prior to the discussion of formal business, presented greetings from the Esperanto clubs at Wellington, Miramar and Lower Hutt, and from the executive of the New Zealand Esperanto Association, a meeting of which he had attended in Wellington on June 25. It was reported that during the week journals published in the international language had been received from Italy, Brazil, Switzerland, France (2) and England (2); and that the Esthonian author of a book originally written and recently published in Esperanto had presented an autographed copy to the N.Z.E.A. In the course of a brief address on the subject "Esperanto and Stenography," Mr King outlined the co-operation and connection between the international language movement and stenography, of which several systems have been adapted with success for the purpose of writing Esperanto in shorthand. He referred to the activities of the Universal Shorthand Institute, with headquarters in France, which publishes its monthly its official organ ("The Flying Pen") in Esperanto and in shorthand.: [1128, 613, 1360, 1007]
paragraph: The inter-club match between the Pirinoa and Martinborough was played on the Pirinoa links on Saturday, and resulted in a win for Martinborough by 7½ games to 5½. The visitors had the greens and fairways in good order. Only singles were played, and some close games were witnessed, especially in the case of the two top men, who both produced par golf. The local player won at the last hole. In some of the lower matches excellent golf was also played. Moore, of Martinborough, registered a 79, which, considering the conditions, was a brilliant round. The local course is by no means an easy one and an 84 is regarded as good. The following were the results (Pirinoa players first mentioned in each case):—B. Macaster beat H. Harvey; D. Tikao lost to S. Martin; G. Munro lost to J. Pike; D. Jones lost to S. Richards; M. MacLeod beat M. Perry; J. Hurst beat L. Frank; R. McDougall lost to C. Sievers; T. Hume beat F. Rankine; M. Herangi lost to C. Moore; J. Carter and G. McLeod, all square; K. Waiwera beat D. Matheson; S. Thomas lost to A. Pike; R. Lawrence lost to H. Haycock. Totals: Martinborough 7½, Pirinoa 5½.: [296, 803, 562, 1095]
